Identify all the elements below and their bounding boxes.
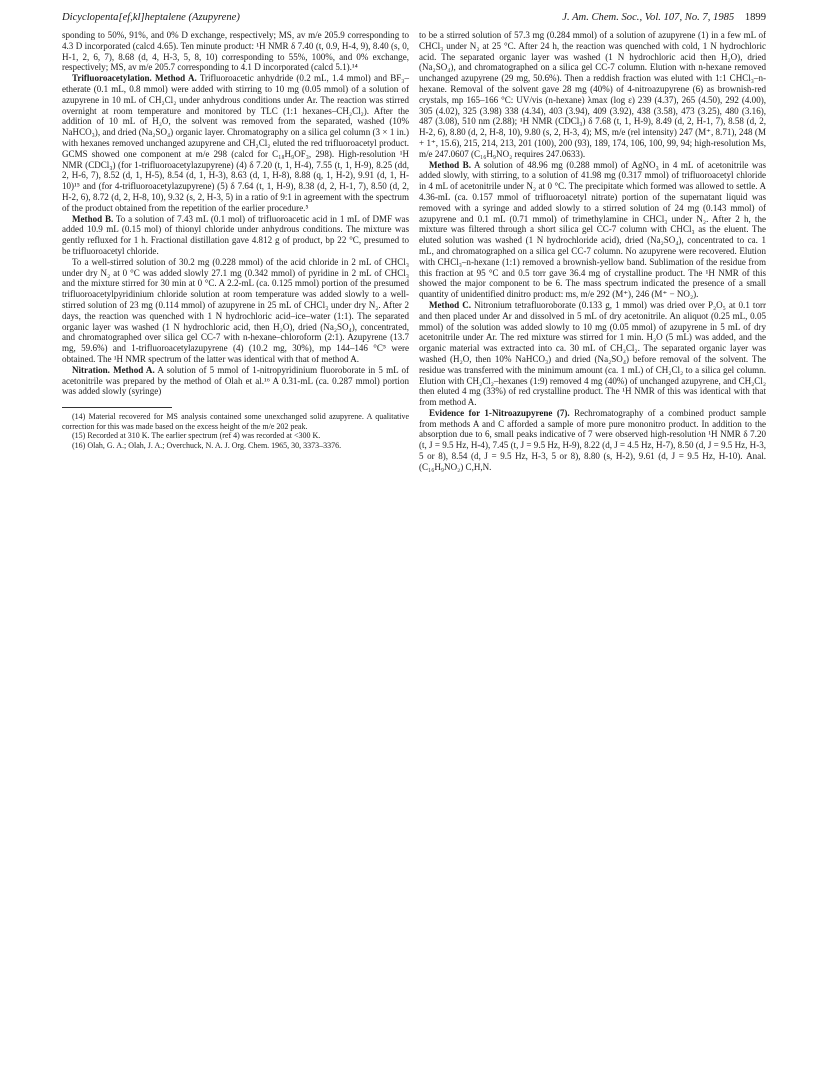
journal-name: J. Am. Chem. Soc., Vol. 107, No. 7, 1985 [562, 12, 735, 23]
section-heading: Method B. [72, 213, 114, 224]
journal-citation [562, 12, 766, 23]
paragraph-text: Trifluoroacetic anhydride (0.2 mL, 1.4 mmol) and BF₃–etherate (0.1 mL, 0.8 mmol) were added with stirring to 10 mg (0.05 mmol) of a solution of azupyrene in 10 mL of CH₂Cl₂ under anhydrous conditions under Ar. The reaction was stirred overnight at room temperature and monitored by TLC (1:1 hexanes–CH₂Cl₂). After the addition of 10 mL of H₂O, the solvent was removed from the separated, washed (10% NaHCO₃), and dried (Na₂SO₄) organic layer. Chromatography on a silica gel column (3 × 1 in.) with hexanes removed unchanged azupyrene and CH₂Cl₂ eluted the red trifluoroacetyl product. GCMS showed one component at m/e 298 (calcd for C₁₈H₉OF₃, 298). High-resolution ¹H NMR (CDCl₃) (for 1-trifluoroacetylazupyrene) (4) δ 7.20 (t, 1, H-4), 7.55 (t, 1, H-9), 8.25 (dd, 2, H-6, 7), 8.52 (d, 1, H-5), 8.54 (d, 1, H-3), 8.63 (d, 1, H-8), 8.88 (q, 1, H-2), 9.91 (d, 1, H-10)¹⁵ and (for 4-trifluoroacetylazupyrene) (5) δ 7.64 (t, 1, H-9), 8.38 (d, 2, H-1, 7), 8.50 (d, 2, H-2, 6), 8.72 (d, 2, H-8, 10), 9.32 (s, 2, H-3, 5) in a ratio of 9:1 in agreement with the spectrum of the product obtained from the repetition of the earlier procedure.⁵ [62, 73, 409, 213]
footnote: (14) Material recovered for MS analysis contained some unexchanged solid azupyrene. A qualitative correction for this was made based on the excess height of the m/e 202 peak. [62, 412, 409, 431]
paragraph-text: A solution of 5 mmol of 1-nitropyridinium fluoroborate in 5 mL of acetonitrile was prepared by the method of Olah et al.¹⁶ A 0.31-mL (ca. 0.287 mmol) portion was added slowly (syringe) [62, 364, 409, 397]
section-heading: Method C. [429, 299, 472, 310]
section-heading: Evidence for 1-Nitroazupyrene (7). [429, 407, 570, 418]
section-heading: Trifluoroacetylation. Method A. [72, 73, 197, 84]
footnote-rule [62, 407, 172, 408]
right-column [419, 30, 766, 473]
footnote: (16) Olah, G. A.; Olah, J. A.; Overchuck, N. A. J. Org. Chem. 1965, 30, 3373–3376. [72, 440, 342, 450]
footnote: (15) Recorded at 310 K. The earlier spectrum (ref 4) was recorded at <300 K. [72, 431, 321, 441]
paragraph: to be a stirred solution of 57.3 mg (0.284 mmol) of a solution of azupyrene (1) in a few mL of CHCl₃ under N₂ at 25 °C. After 24 h, the reaction was quenched with cold, 1 N hydrochloric acid. The separated organic layer was washed (1 N hydrochloric acid then H₂O), dried (Na₂SO₄), and chromatographed on a silica gel CC-7 column. Elution with n-hexane removed unchanged azupyrene (29 mg, 50.6%). Then a reddish fraction was eluted with 1:1 CHCl₃–n-hexane. Removal of the solvent gave 28 mg (40%) of 4-nitroazupyrene (6) as brownish-red crystals, mp 165–166 °C: UV/vis (n-hexane) λmax (log ε) 239 (4.37), 265 (4.50), 292 (4.00), 305 (4.02), 325 (3.98) 338 (4.34), 403 (3.94), 409 (3.92), 438 (3.58), 473 (3.25), 480 (3.16), 487 (3.08), 510 nm (2.88); ¹H NMR (CDCl₃) δ 7.68 (t, 1, H-9), 8.49 (d, 2, H-1, 7), 8.58 (d, 2, H-2, 6), 8.80 (d, 2, H-8, 10), 9.80 (s, 2, H-3, 4); MS, m/e (rel intensity) 247 (M⁺, 8.71), 248 (M + 1⁺, 15.6), 215, 214, 213, 201 (100), 200 (93), 189, 174, 106, 100, 99, 94; high-resolution Ms, m/e 247.0607 (C₁₆H₉NO₂ requires 247.0633). [419, 30, 766, 159]
paragraph [62, 214, 409, 257]
paragraph-text: A solution of 48.96 mg (0.288 mmol) of AgNO₃ in 4 mL of acetonitrile was added slowly, with stirring, to a solution of 41.98 mg (0.317 mmol) of trifluoroacetyl chloride in 4 mL of acetonitrile under N₂ at 0 °C. The precipitate which formed was allowed to settle. A 4.36-mL (ca. 0.157 mmol of trifluoroacetyl nitrate) portion of the supernatant liquid was removed with a syringe and added slowly to a stirred solution of 24 mg (0.143 mmol) of azupyrene and 0.1 mL (0.71 mmol) of trimethylamine in CHCl₃ under N₂. After 2 h, the mixture was filtered through a short silica gel CC-7 column with CHCl₃ as the eluent. The eluted solution was washed (1 N hydrochloride acid), dried (Na₂SO₄), concentrated to ca. 1 mL, and chromatographed on a silica gel CC-7 column. No azupyrene were recovered. Elution with CHCl₃–n-hexane (1:1) removed a brownish-yellow band. Sublimation of the residue from this fraction at 95 °C and 0.5 torr gave 36.4 mg of crystalline product. The ¹H NMR of this showed the major component to be 6. The mass spectrum indicated the presence of a small quantity of unidentified dinitro product: ms, m/e 292 (M⁺), 246 (M⁺ − NO₂). [419, 159, 766, 300]
paragraph-text: Rechromatography of a combined product sample from methods A and C afforded a sample of more pure mononitro product. In addition to the absorption due to 6, small peaks indicative of 7 were observed high-resolution ¹H NMR δ 7.20 (t, J = 9.5 Hz, H-4), 7.45 (t, J = 9.5 Hz, H-9), 8.22 (d, J = 4.5 Hz, H-7), 8.50 (d, J = 9.5 Hz, H-3, 5 or 8), 8.54 (d, J = 9.5 Hz, H-3, 5 or 8), 8.80 (s, H-2), 9.61 (d, J = 9.5 Hz, H-10). Anal. (C₁₆H₉NO₂) C,H,N. [419, 407, 766, 472]
running-header [62, 12, 766, 30]
paragraph [62, 73, 409, 213]
paragraph-text: Nitronium tetrafluoroborate (0.133 g, 1 mmol) was dried over P₂O₅ at 0.1 torr and then placed under Ar and dissolved in 5 mL of dry acetonitrile. An aliquot (0.25 mL, 0.05 mmol) of the solution was added slowly to 10 mg (0.05 mmol) of azupyrene in 5 mL of dry acetonitrile under Ar. The red mixture was stirred for 1 min. H₂O (5 mL) was added, and the organic material was extracted into ca. 30 mL of CH₂Cl₂. The separated organic layer was washed (H₂O, then 10% NaHCO₃) and dried (Na₂SO₄) before removal of the solvent. The residue was transferred with the minimum amount (ca. 1 mL) of CH₂Cl₂ to a silica gel column. Elution with CH₂Cl₂–hexanes (1:9) removed 4 mg (40%) of unchanged azupyrene, and CH₂Cl₂ then eluted 4 mg (33%) of red crystalline product. The ¹H NMR of this was identical with that from method A. [419, 299, 766, 408]
paragraph [419, 408, 766, 473]
footnotes [62, 407, 409, 450]
page-number: 1899 [744, 12, 766, 23]
paragraph [62, 365, 409, 397]
left-column [62, 30, 409, 450]
section-heading: Nitration. Method A. [72, 364, 155, 375]
paragraph: To a well-stirred solution of 30.2 mg (0.228 mmol) of the acid chloride in 2 mL of CHCl₃ under dry N₂ at 0 °C was added slowly 27.1 mg (0.342 mmol) of pyridine in 2 mL of CHCl₃ and the mixture stirred for 30 min at 0 °C. A 2.2-mL (ca. 0.125 mmol) portion of the presumed trifluoroacetylpyridinium chloride solution at room temperature was added slowly to a well-stirred solution of 23 mg (0.114 mmol) of azupyrene in 25 mL of CHCl₃ under dry N₂. After 2 days, the reaction was quenched with 1 N hydrochloric acid–ice–water (1:1). The separated organic layer was washed (1 N hydrochloric acid, then H₂O), dried (Na₂SO₄), concentrated, and chromatographed over silica gel CC-7 with n-hexane–chloroform (2:1). Azupyrene (13.7 mg, 59.6%) and 1-trifluoroacetylazupyrene (4) (10.2 mg, 30%), mp 144–146 °C⁵ were obtained. The ¹H NMR spectrum of the latter was identical with that of method A. [62, 256, 409, 364]
paragraph [419, 300, 766, 408]
paragraph-text: To a solution of 7.43 mL (0.1 mol) of trifluoroacetic acid in 1 mL of DMF was added 10.9 mL (0.15 mol) of thionyl chloride under anhydrous conditions. The mixture was gently refluxed for 1 h. Fractional distillation gave 4.812 g of product, bp 22 °C, presumed to be trifluoroacetyl chloride. [62, 213, 409, 256]
section-heading: Method B. [429, 159, 471, 170]
paragraph: sponding to 50%, 91%, and 0% D exchange, respectively; MS, av m/e 205.9 corresponding to 4.3 D incorporated (calcd 4.65). Ten minute product: ¹H NMR δ 7.40 (t, 0.9, H-4, 9), 8.40 (s, 0, H-1, 2, 6, 7), 8.68 (d, 4, H-3, 5, 8, 10) corresponding to 55%, 100%, and 0% exchange, respectively; MS, av m/e 205.7 corresponding to 4.1 D incorporated (calcd 5.1).¹⁴ [62, 30, 409, 73]
running-title: Dicyclopenta[ef,kl]heptalene (Azupyrene) [62, 12, 240, 23]
paragraph [419, 160, 766, 300]
